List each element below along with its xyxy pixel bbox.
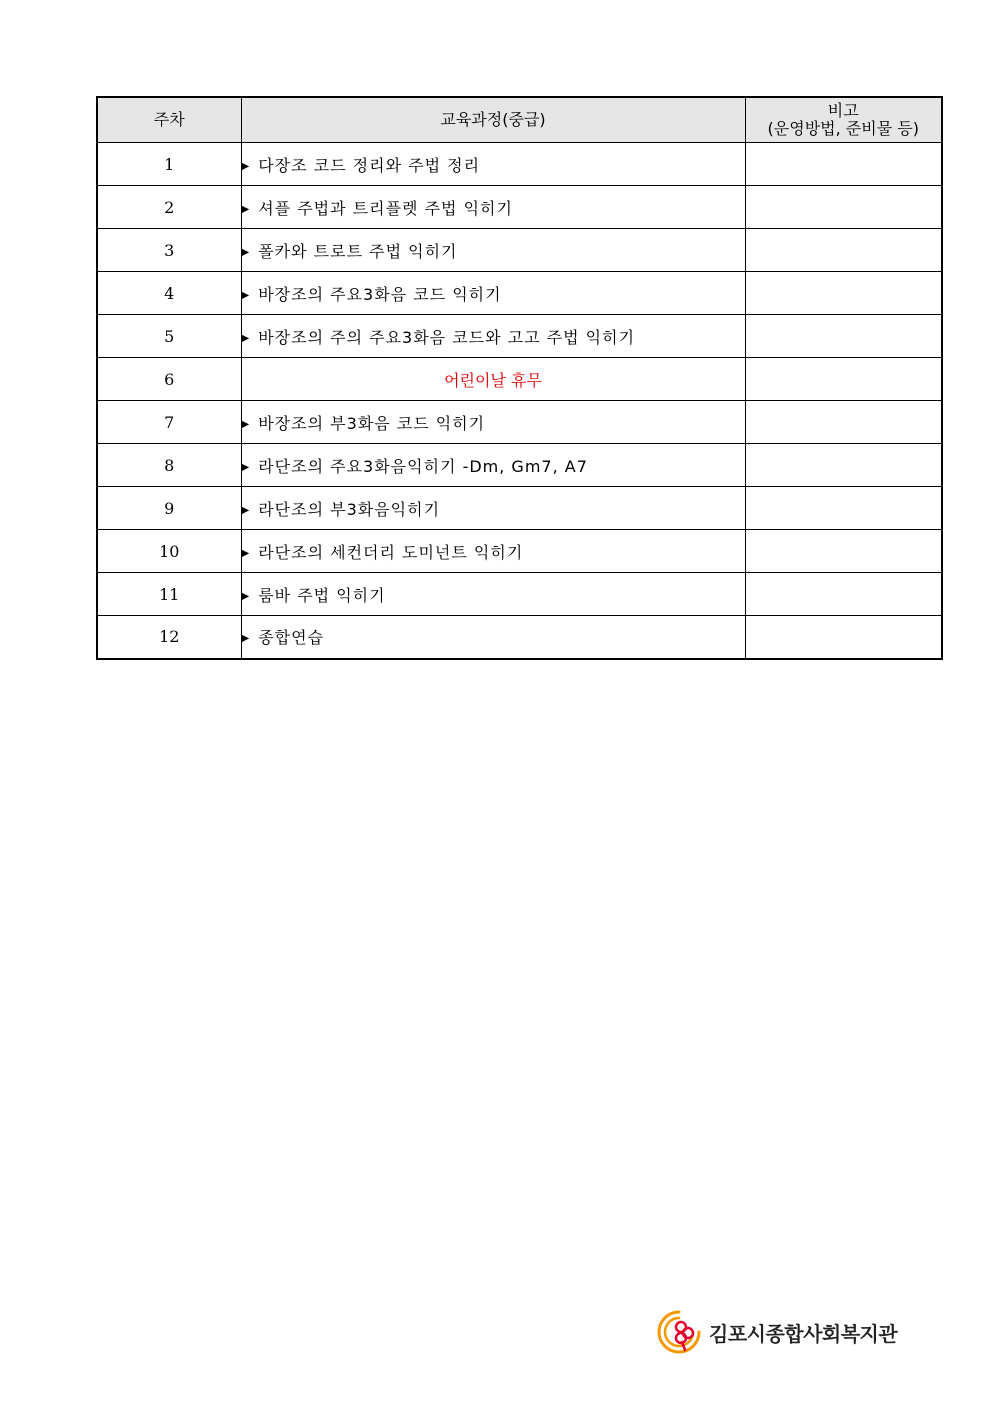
course-text: 폴카와 트로트 주법 익히기 [258,241,458,261]
course-text: 셔플 주법과 트리플렛 주법 익히기 [258,198,513,218]
table-row [97,272,942,315]
course-content [241,444,745,487]
course-text: 룸바 주법 익히기 [258,585,386,605]
course-content [241,143,745,186]
bullet-icon: ▶ [241,289,251,301]
org-logo [655,1305,915,1359]
week-number: 10 [97,530,241,573]
bullet-icon: ▶ [241,246,251,258]
bullet-icon: ▶ [241,203,251,215]
course-content [241,487,745,530]
course-text: 라단조의 부3화음익히기 [258,499,441,519]
remarks-cell [745,444,942,487]
bullet-icon: ▶ [241,332,251,344]
course-content [241,573,745,616]
course-text: 종합연습 [258,628,325,648]
table-row [97,315,942,358]
course-content [241,229,745,272]
header-remarks-line2: (운영방법, 준비물 등) [767,119,919,138]
table-row [97,487,942,530]
table-row [97,616,942,659]
week-number: 8 [97,444,241,487]
course-content [241,272,745,315]
week-number: 3 [97,229,241,272]
bullet-icon: ▶ [241,547,251,559]
course-text: 바장조의 부3화음 코드 익히기 [258,413,486,433]
remarks-cell [745,358,942,401]
remarks-cell [745,616,942,659]
course-content [241,315,745,358]
bullet-icon: ▶ [241,160,251,172]
course-text: 다장조 코드 정리와 주법 정리 [258,155,481,175]
remarks-cell [745,143,942,186]
table-row [97,229,942,272]
course-text: 라단조의 주요3화음익히기 -Dm, Gm7, A7 [258,456,588,476]
header-remarks-line1: 비고 [827,101,859,120]
bullet-icon: ▶ [241,633,251,645]
clover-logo-icon [655,1308,703,1356]
remarks-cell [745,186,942,229]
week-number: 7 [97,401,241,444]
week-number: 2 [97,186,241,229]
week-number: 4 [97,272,241,315]
bullet-icon: ▶ [241,418,251,430]
table-row [97,444,942,487]
table-header-row [97,97,942,143]
week-number: 12 [97,616,241,659]
bullet-icon: ▶ [241,461,251,473]
header-course: 교육과정(중급) [241,97,745,143]
remarks-cell [745,573,942,616]
week-number: 6 [97,358,241,401]
org-name: 김포시종합사회복지관 [709,1321,898,1346]
course-content [241,616,745,659]
week-number: 5 [97,315,241,358]
remarks-cell [745,530,942,573]
week-number: 1 [97,143,241,186]
course-content [241,530,745,573]
course-text: 바장조의 주의 주요3화음 코드와 고고 주법 익히기 [258,327,636,347]
remarks-cell [745,229,942,272]
table-row [97,401,942,444]
table-row [97,143,942,186]
bullet-icon: ▶ [241,504,251,516]
course-text: 라단조의 세컨더리 도미넌트 익히기 [258,542,524,562]
course-content [241,186,745,229]
table-row [97,530,942,573]
remarks-cell [745,401,942,444]
remarks-cell [745,315,942,358]
curriculum-table [96,96,943,660]
remarks-cell [745,487,942,530]
course-text: 바장조의 주요3화음 코드 익히기 [258,284,502,304]
table-row [97,573,942,616]
week-number: 9 [97,487,241,530]
course-content [241,401,745,444]
bullet-icon: ▶ [241,590,251,602]
holiday-notice: 어린이날 휴무 [241,358,745,401]
table-row [97,358,942,401]
table-row [97,186,942,229]
header-week: 주차 [97,97,241,143]
remarks-cell [745,272,942,315]
header-remarks [745,97,942,143]
week-number: 11 [97,573,241,616]
